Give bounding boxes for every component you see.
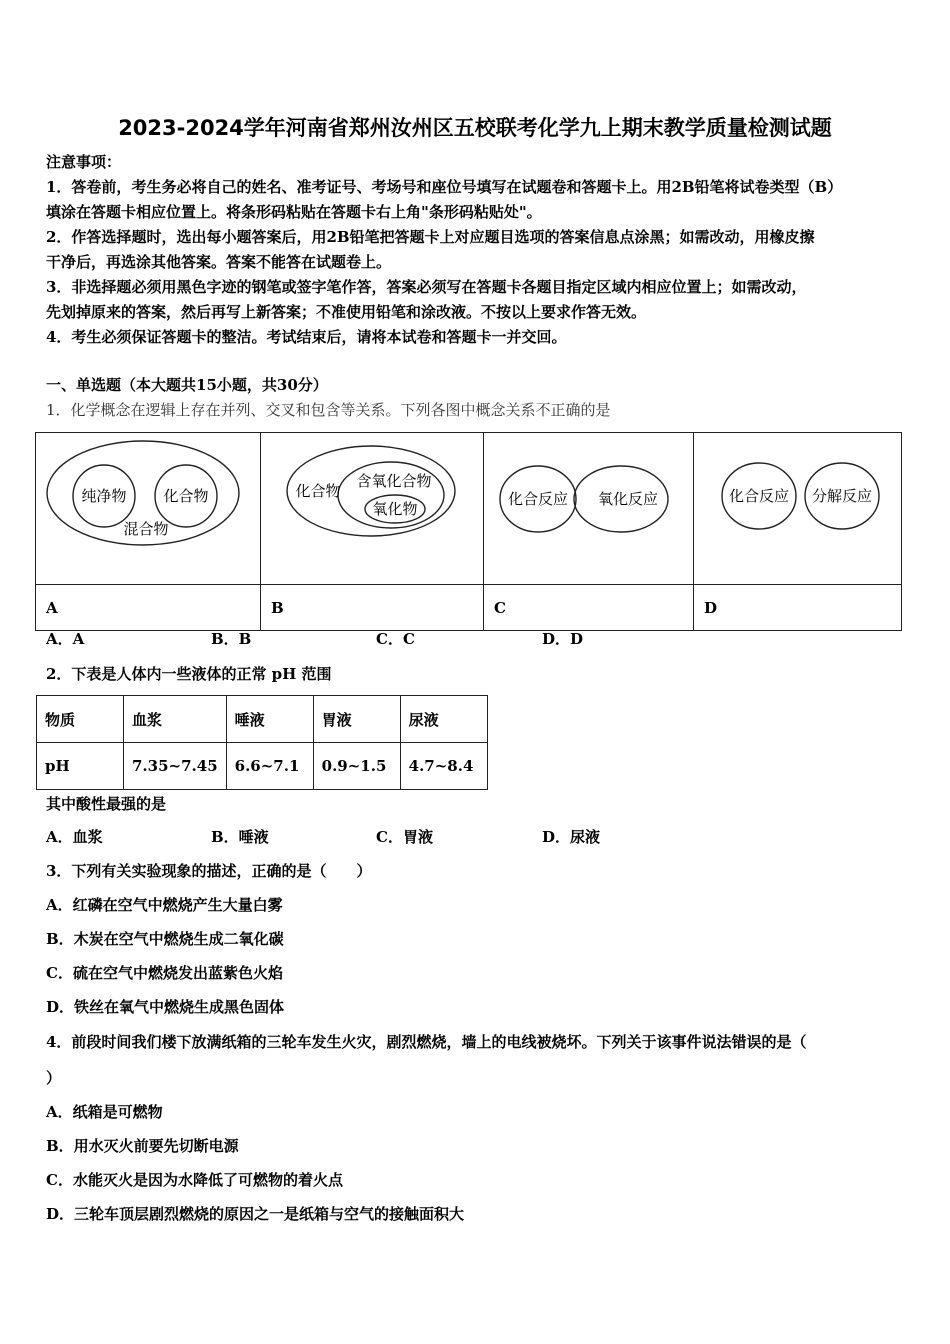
q2-option-c[interactable]: C．胃液 bbox=[376, 828, 433, 846]
q1-option-d[interactable]: D．D bbox=[542, 630, 584, 648]
diagram-a bbox=[36, 433, 260, 580]
diagram-b-compound: 化合物 bbox=[295, 482, 341, 500]
diagram-d bbox=[694, 433, 901, 580]
diagram-cell-d bbox=[694, 433, 902, 585]
ph-table bbox=[36, 695, 488, 790]
ph-header-cell: 血浆 bbox=[124, 696, 227, 743]
ph-cell: 6.6~7.1 bbox=[226, 743, 313, 790]
diagram-label: A bbox=[36, 585, 261, 631]
page-title: 2023-2024学年河南省郑州汝州区五校联考化学九上期末教学质量检测试题 bbox=[118, 116, 832, 140]
diagram-a-compound: 化合物 bbox=[163, 487, 209, 505]
notice-line: 3．非选择题必须用黑色字迹的钢笔或签字笔作答，答案必须写在答题卡各题目指定区域内相应位置上；如需改动， bbox=[46, 278, 807, 296]
notice-line: 4．考生必须保证答题卡的整洁。考试结束后，请将本试卷和答题卡一并交回。 bbox=[46, 328, 567, 346]
diagram-label: B bbox=[261, 585, 484, 631]
question-2-question: 其中酸性最强的是 bbox=[46, 795, 167, 813]
ph-cell: 0.9~1.5 bbox=[313, 743, 400, 790]
notice-heading: 注意事项： bbox=[46, 153, 122, 171]
q3-option-b[interactable]: B．木炭在空气中燃烧生成二氧化碳 bbox=[46, 930, 284, 948]
diagram-cell-b bbox=[261, 433, 484, 585]
q2-option-a[interactable]: A．血浆 bbox=[46, 828, 103, 846]
diagram-b bbox=[261, 433, 483, 580]
ph-header-cell: 唾液 bbox=[226, 696, 313, 743]
diagram-c-oxidation: 氧化反应 bbox=[597, 490, 659, 508]
diagram-c-combination: 化合反应 bbox=[507, 490, 569, 508]
diagram-b-oxygen-compound: 含氧化合物 bbox=[356, 472, 432, 490]
q2-option-b[interactable]: B．唾液 bbox=[211, 828, 269, 846]
diagram-label: C bbox=[484, 585, 694, 631]
diagram-label: D bbox=[694, 585, 902, 631]
notice-line: 先划掉原来的答案，然后再写上新答案；不准使用铅笔和涂改液。不按以上要求作答无效。 bbox=[46, 303, 647, 321]
q4-option-a[interactable]: A．纸箱是可燃物 bbox=[46, 1103, 163, 1121]
ph-table-row bbox=[37, 743, 488, 790]
question-3-stem: 3．下列有关实验现象的描述，正确的是（ ） bbox=[46, 862, 372, 880]
diagram-cell-a bbox=[36, 433, 261, 585]
diagram-a-mixture: 混合物 bbox=[123, 520, 169, 538]
question-2-stem: 2．下表是人体内一些液体的正常 pH 范围 bbox=[46, 665, 332, 683]
notice-line: 1．答卷前，考生务必将自己的姓名、准考证号、考场号和座位号填写在试题卷和答题卡上。用2B铅笔将试卷类型（B） bbox=[46, 178, 843, 196]
question-1-stem: 1．化学概念在逻辑上存在并列、交叉和包含等关系。下列各图中概念关系不正确的是 bbox=[46, 401, 611, 419]
diagram-b-oxide: 氧化物 bbox=[372, 500, 418, 518]
q4-option-b[interactable]: B．用水灭火前要先切断电源 bbox=[46, 1137, 239, 1155]
q2-option-d[interactable]: D．尿液 bbox=[542, 828, 601, 846]
q1-option-b[interactable]: B．B bbox=[211, 630, 252, 648]
q4-option-d[interactable]: D．三轮车顶层剧烈燃烧的原因之一是纸箱与空气的接触面积大 bbox=[46, 1205, 465, 1223]
q3-option-a[interactable]: A．红磷在空气中燃烧产生大量白雾 bbox=[46, 896, 283, 914]
question-4-stem: 4．前段时间我们楼下放满纸箱的三轮车发生火灾，剧烈燃烧，墙上的电线被烧坏。下列关于该事件说法错误的是（ bbox=[46, 1033, 807, 1051]
notice-line: 2．作答选择题时，选出每小题答案后，用2B铅笔把答题卡上对应题目选项的答案信息点涂黑；如需改动，用橡皮擦 bbox=[46, 228, 815, 246]
ph-cell: pH bbox=[37, 743, 124, 790]
notice-line: 填涂在答题卡相应位置上。将条形码粘贴在答题卡右上角"条形码粘贴处"。 bbox=[46, 203, 542, 221]
q4-option-c[interactable]: C．水能灭火是因为水降低了可燃物的着火点 bbox=[46, 1171, 343, 1189]
q1-option-c[interactable]: C．C bbox=[376, 630, 415, 648]
ph-cell: 7.35~7.45 bbox=[124, 743, 227, 790]
ph-header-cell: 物质 bbox=[37, 696, 124, 743]
ph-header-cell: 胃液 bbox=[313, 696, 400, 743]
diagram-cell-c bbox=[484, 433, 694, 585]
notice-line: 干净后，再选涂其他答案。答案不能答在试题卷上。 bbox=[46, 253, 392, 271]
section-heading: 一、单选题（本大题共15小题，共30分） bbox=[46, 376, 328, 394]
ph-cell: 4.7~8.4 bbox=[400, 743, 487, 790]
q3-option-c[interactable]: C．硫在空气中燃烧发出蓝紫色火焰 bbox=[46, 964, 283, 982]
diagram-c bbox=[484, 433, 693, 580]
ph-table-header bbox=[37, 696, 488, 743]
diagram-d-decomposition: 分解反应 bbox=[811, 487, 873, 505]
diagram-a-pure: 纯净物 bbox=[81, 487, 127, 505]
concept-diagram-table bbox=[35, 432, 902, 631]
question-4-stem-end: ） bbox=[46, 1069, 62, 1087]
ph-header-cell: 尿液 bbox=[400, 696, 487, 743]
q1-option-a[interactable]: A．A bbox=[46, 630, 85, 648]
diagram-d-combination: 化合反应 bbox=[728, 487, 790, 505]
q3-option-d[interactable]: D．铁丝在氧气中燃烧生成黑色固体 bbox=[46, 998, 285, 1016]
